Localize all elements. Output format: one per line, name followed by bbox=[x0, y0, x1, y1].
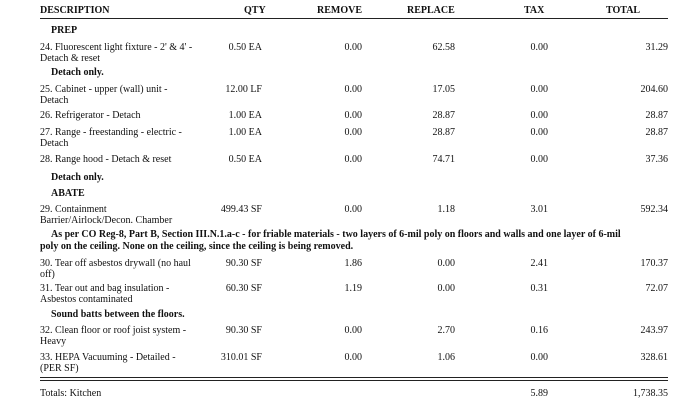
item-description: 30. Tear off asbestos drywall (no haul bbox=[40, 258, 191, 269]
item-remove: 0.00 bbox=[344, 325, 362, 336]
item-tax: 0.00 bbox=[530, 352, 548, 363]
item-description: 25. Cabinet - upper (wall) unit - bbox=[40, 84, 168, 95]
item-replace: 1.18 bbox=[437, 204, 455, 215]
item-total: 204.60 bbox=[640, 84, 668, 95]
section-prep: PREP bbox=[51, 25, 78, 36]
item-remove: 0.00 bbox=[344, 110, 362, 121]
item-remove: 1.19 bbox=[344, 283, 362, 294]
item-qty: 1.00 EA bbox=[228, 110, 262, 121]
item-total: 243.97 bbox=[640, 325, 668, 336]
item-tax: 0.00 bbox=[530, 42, 548, 53]
item-description-cont: (PER SF) bbox=[40, 363, 79, 374]
item-remove: 0.00 bbox=[344, 42, 362, 53]
item-description: 33. HEPA Vacuuming - Detailed - bbox=[40, 352, 176, 363]
item-qty: 1.00 EA bbox=[228, 127, 262, 138]
header-description: DESCRIPTION bbox=[40, 5, 110, 16]
item-tax: 0.00 bbox=[530, 84, 548, 95]
item-replace: 0.00 bbox=[437, 283, 455, 294]
header-qty: QTY bbox=[244, 5, 266, 16]
item-qty: 90.30 SF bbox=[225, 258, 262, 269]
item-tax: 0.00 bbox=[530, 127, 548, 138]
item-total: 28.87 bbox=[645, 127, 668, 138]
item-replace: 62.58 bbox=[432, 42, 455, 53]
item-qty: 499.43 SF bbox=[220, 204, 262, 215]
item-qty: 90.30 SF bbox=[225, 325, 262, 336]
item-description-cont: Detach & reset bbox=[40, 53, 100, 64]
item-replace: 28.87 bbox=[432, 127, 455, 138]
item-remove: 0.00 bbox=[344, 204, 362, 215]
totals-total: 1,738.35 bbox=[633, 388, 668, 399]
item-tax: 2.41 bbox=[530, 258, 548, 269]
item-tax: 3.01 bbox=[530, 204, 548, 215]
item-replace: 74.71 bbox=[432, 154, 455, 165]
item-description: 28. Range hood - Detach & reset bbox=[40, 154, 172, 165]
item-description-cont: Heavy bbox=[40, 336, 67, 347]
item-remove: 1.86 bbox=[344, 258, 362, 269]
item-replace: 0.00 bbox=[437, 258, 455, 269]
item-description: 29. Containment bbox=[40, 204, 107, 215]
item-qty: 60.30 SF bbox=[225, 283, 262, 294]
header-rule bbox=[40, 18, 668, 19]
item-description: 24. Fluorescent light fixture - 2' & 4' - bbox=[40, 42, 193, 53]
item-description: 32. Clean floor or roof joist system - bbox=[40, 325, 187, 336]
item-tax: 0.00 bbox=[530, 154, 548, 165]
header-tax: TAX bbox=[524, 5, 545, 16]
item-description-cont: Detach bbox=[40, 95, 69, 106]
header-remove: REMOVE bbox=[317, 5, 362, 16]
item-tax: 0.00 bbox=[530, 110, 548, 121]
item-total: 170.37 bbox=[640, 258, 668, 269]
item-replace: 2.70 bbox=[437, 325, 455, 336]
item-description-cont: Detach bbox=[40, 138, 69, 149]
item-remove: 0.00 bbox=[344, 154, 362, 165]
item-total: 37.36 bbox=[645, 154, 668, 165]
item-qty: 0.50 EA bbox=[228, 154, 262, 165]
item-tax: 0.16 bbox=[530, 325, 548, 336]
item-total: 328.61 bbox=[640, 352, 668, 363]
note-detach-only-2: Detach only. bbox=[51, 172, 104, 183]
item-qty: 310.01 SF bbox=[220, 352, 262, 363]
item-tax: 0.31 bbox=[530, 283, 548, 294]
section-abate: ABATE bbox=[51, 188, 85, 199]
totals-label: Totals: Kitchen bbox=[40, 388, 102, 399]
totals-rule-1 bbox=[40, 377, 668, 378]
note-co-reg-line1: As per CO Reg-8, Part B, Section III.N.1.a-c - for friable materials - two layers of 6-mil poly on floors and walls and one layer of 6-mil bbox=[51, 229, 621, 240]
item-remove: 0.00 bbox=[344, 127, 362, 138]
item-total: 28.87 bbox=[645, 110, 668, 121]
item-total: 72.07 bbox=[645, 283, 668, 294]
item-description: 31. Tear out and bag insulation - bbox=[40, 283, 170, 294]
item-description-cont: Barrier/Airlock/Decon. Chamber bbox=[40, 215, 173, 226]
note-co-reg-line2: poly on the ceiling. None on the ceiling, since the ceiling is being removed. bbox=[40, 241, 354, 252]
item-remove: 0.00 bbox=[344, 352, 362, 363]
item-description-cont: Asbestos contaminated bbox=[40, 294, 133, 305]
header-total: TOTAL bbox=[606, 5, 641, 16]
item-description: 27. Range - freestanding - electric - bbox=[40, 127, 182, 138]
item-total: 31.29 bbox=[645, 42, 668, 53]
item-remove: 0.00 bbox=[344, 84, 362, 95]
item-total: 592.34 bbox=[640, 204, 668, 215]
note-detach-only-1: Detach only. bbox=[51, 67, 104, 78]
item-description: 26. Refrigerator - Detach bbox=[40, 110, 141, 121]
item-replace: 17.05 bbox=[432, 84, 455, 95]
item-qty: 0.50 EA bbox=[228, 42, 262, 53]
header-replace: REPLACE bbox=[407, 5, 455, 16]
item-replace: 28.87 bbox=[432, 110, 455, 121]
note-sound-batts: Sound batts between the floors. bbox=[51, 309, 185, 320]
totals-tax: 5.89 bbox=[530, 388, 548, 399]
totals-rule-2 bbox=[40, 380, 668, 381]
item-replace: 1.06 bbox=[437, 352, 455, 363]
item-qty: 12.00 LF bbox=[225, 84, 262, 95]
item-description-cont: off) bbox=[40, 269, 55, 280]
